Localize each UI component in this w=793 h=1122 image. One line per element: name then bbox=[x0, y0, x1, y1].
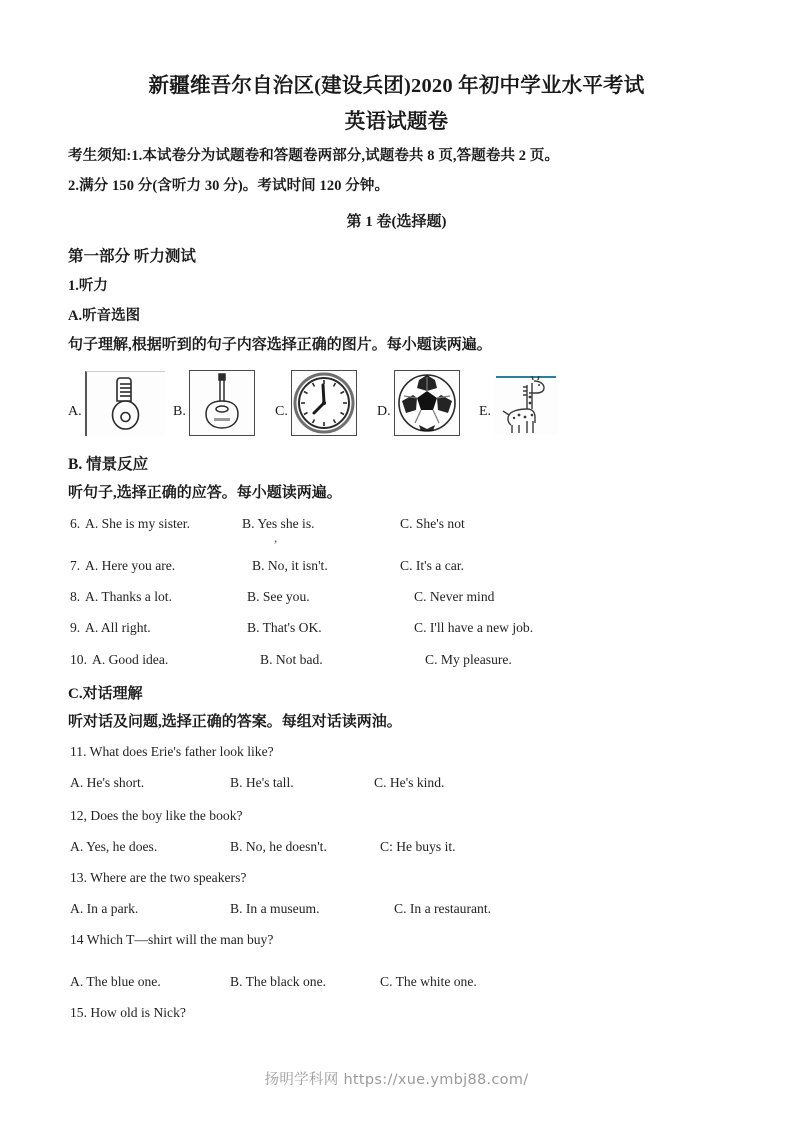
question-11-option-b[interactable]: B. He's tall. bbox=[230, 775, 294, 790]
question-14-stem: 14 Which T—shirt will the man buy? bbox=[70, 932, 274, 947]
question-11-option-c[interactable]: C. He's kind. bbox=[374, 775, 445, 790]
question-8-option-c[interactable]: C. Never mind bbox=[414, 589, 495, 604]
exam-notice-line-2: 2.满分 150 分(含听力 30 分)。考试时间 120 分钟。 bbox=[68, 178, 390, 194]
question-9-number: 9. bbox=[70, 620, 81, 635]
picture-option-b bbox=[173, 366, 255, 440]
question-6-number: 6. bbox=[70, 516, 81, 531]
section-a-description: 句子理解,根据听到的句子内容选择正确的图片。每小题读两遍。 bbox=[68, 337, 492, 353]
question-15-stem: 15. How old is Nick? bbox=[70, 1005, 186, 1020]
page-title-line-2: 英语试题卷 bbox=[344, 111, 449, 133]
question-11-option-a[interactable]: A. He's short. bbox=[70, 775, 145, 790]
picture-option-d bbox=[377, 366, 460, 440]
question-9-option-a[interactable]: A. All right. bbox=[85, 620, 151, 635]
question-13-option-b[interactable]: B. In a museum. bbox=[230, 901, 320, 916]
section-b-heading: B. 情景反应 bbox=[68, 456, 149, 473]
question-14-option-c[interactable]: C. The white one. bbox=[380, 974, 477, 989]
question-10-option-c[interactable]: C. My pleasure. bbox=[425, 652, 512, 667]
picture-option-c-label: C. bbox=[275, 404, 288, 419]
picture-option-e-frame bbox=[494, 371, 558, 435]
picture-option-b-frame bbox=[189, 370, 255, 436]
question-8-option-b[interactable]: B. See you. bbox=[247, 589, 310, 604]
question-14-option-a[interactable]: A. The blue one. bbox=[70, 974, 161, 989]
picture-option-d-label: D. bbox=[377, 404, 391, 419]
picture-option-e-label: E. bbox=[479, 404, 492, 419]
picture-option-c-frame bbox=[291, 370, 357, 436]
question-12-option-b[interactable]: B. No, he doesn't. bbox=[230, 839, 327, 854]
picture-option-a-frame bbox=[85, 371, 165, 436]
site-watermark: 扬明学科网 https://xue.ymbj88.com/ bbox=[264, 1072, 529, 1088]
question-6-option-a[interactable]: A. She is my sister. bbox=[85, 516, 190, 531]
part-one-heading: 第一部分 听力测试 bbox=[68, 248, 196, 265]
guitar-icon bbox=[190, 371, 254, 435]
giraffe-icon bbox=[494, 371, 558, 435]
picture-option-a-label: A. bbox=[68, 404, 82, 419]
picture-options-row bbox=[68, 366, 588, 444]
picture-option-b-label: B. bbox=[173, 404, 186, 419]
question-13-option-c[interactable]: C. In a restaurant. bbox=[394, 901, 492, 916]
question-13-option-a[interactable]: A. In a park. bbox=[70, 901, 139, 916]
question-9-option-b[interactable]: B. That's OK. bbox=[247, 620, 322, 635]
question-12-option-a[interactable]: A. Yes, he does. bbox=[70, 839, 158, 854]
section-a-heading: A.听音选图 bbox=[68, 308, 141, 324]
question-6-option-c[interactable]: C. She's not bbox=[400, 516, 465, 531]
picture-option-a bbox=[68, 366, 165, 440]
question-6-option-b[interactable]: B. Yes she is. bbox=[242, 516, 315, 531]
question-10-option-a[interactable]: A. Good idea. bbox=[92, 652, 169, 667]
question-9-option-c[interactable]: C. I'll have a new job. bbox=[414, 620, 534, 635]
question-7-option-b[interactable]: B. No, it isn't. bbox=[252, 558, 328, 573]
soccer-ball-icon bbox=[395, 371, 459, 435]
section-b-description: 听句子,选择正确的应答。每小题读两遍。 bbox=[68, 485, 342, 501]
question-10-option-b[interactable]: B. Not bad. bbox=[260, 652, 323, 667]
question-11-stem: 11. What does Erie's father look like? bbox=[70, 744, 274, 759]
question-13-stem: 13. Where are the two speakers? bbox=[70, 870, 247, 885]
volume-heading: 第 1 卷(选择题) bbox=[346, 214, 447, 230]
section-c-heading: C.对话理解 bbox=[68, 686, 143, 702]
question-12-stem: 12, Does the boy like the book? bbox=[70, 808, 243, 823]
key-icon bbox=[87, 372, 165, 436]
question-7-option-c[interactable]: C. It's a car. bbox=[400, 558, 464, 573]
listening-label: 1.听力 bbox=[68, 278, 108, 294]
picture-option-d-frame bbox=[394, 370, 460, 436]
picture-option-e bbox=[479, 366, 558, 440]
page-title-line-1: 新疆维吾尔自治区(建设兵团)2020 年初中学业水平考试 bbox=[148, 75, 645, 97]
question-7-option-a[interactable]: A. Here you are. bbox=[85, 558, 176, 573]
question-10-number: 10. bbox=[70, 652, 87, 667]
question-7-number: 7. bbox=[70, 558, 81, 573]
question-8-option-a[interactable]: A. Thanks a lot. bbox=[85, 589, 172, 604]
clock-icon bbox=[292, 371, 356, 435]
stray-comma-mark: , bbox=[274, 530, 278, 545]
picture-option-c bbox=[275, 366, 357, 440]
question-8-number: 8. bbox=[70, 589, 81, 604]
section-c-description: 听对话及问题,选择正确的答案。每组对话读两油。 bbox=[68, 714, 402, 730]
exam-notice-line-1: 考生须知:1.本试卷分为试题卷和答题卷两部分,试题卷共 8 页,答题卷共 2 页。 bbox=[68, 148, 560, 164]
question-12-option-c[interactable]: C: He buys it. bbox=[380, 839, 456, 854]
question-14-option-b[interactable]: B. The black one. bbox=[230, 974, 327, 989]
